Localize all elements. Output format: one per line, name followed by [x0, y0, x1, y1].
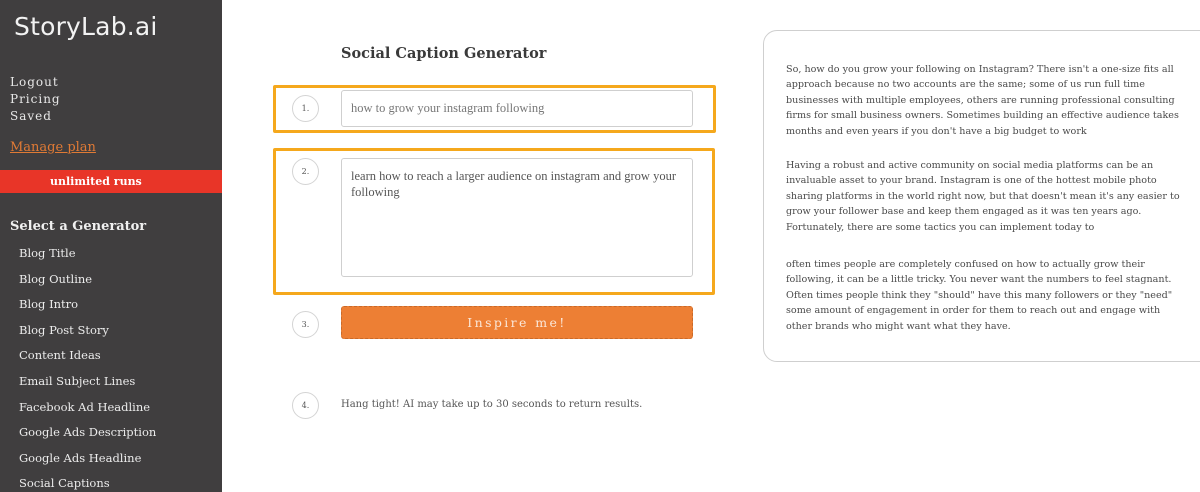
page-title: Social Caption Generator [341, 45, 547, 62]
sidebar-item-google-ads-headline[interactable]: Google Ads Headline [19, 450, 142, 465]
sidebar-item-social-captions[interactable]: Social Captions [19, 476, 110, 491]
topic-input[interactable] [341, 90, 693, 127]
sidebar-item-google-ads-description[interactable]: Google Ads Description [19, 425, 157, 440]
inspire-me-button[interactable]: Inspire me! [341, 306, 693, 339]
account-links [10, 74, 61, 125]
result-paragraph: often times people are completely confused on how to actually grow their following, it can be a little tricky. You never want the numbers to feel stagnant. Often times people think they "should" have this many followers or they "need" some amount of engagement in order for them to reach out and engage with other brands who might want what they have. [786, 259, 1173, 332]
step-2-marker: 2. [292, 158, 319, 185]
results-panel [763, 30, 1200, 362]
sidebar-item-email-subject-lines[interactable]: Email Subject Lines [19, 373, 136, 388]
step-4-marker: 4. [292, 392, 319, 419]
result-paragraph: So, how do you grow your following on Instagram? There isn't a one-size fits all approach because no two accounts are the same; some of us run full time businesses with multiple employees, others are running professional consulting firms for small business owners. Sometimes building an effective audience takes months and even years if you don't have a big budget to work [786, 64, 1179, 137]
step-3-marker: 3. [292, 311, 319, 338]
generator-heading: Select a Generator [10, 219, 147, 234]
storylab-logo[interactable]: StoryLab.ai [14, 12, 158, 41]
sidebar [0, 0, 222, 492]
runs-badge: unlimited runs [0, 170, 222, 193]
sidebar-item-blog-post-story[interactable]: Blog Post Story [19, 322, 109, 337]
sidebar-item-facebook-ad-headline[interactable]: Facebook Ad Headline [19, 399, 151, 414]
wait-message: Hang tight! AI may take up to 30 seconds to return results. [341, 399, 643, 410]
logout-link[interactable]: Logout [10, 75, 59, 89]
step-1-marker: 1. [292, 95, 319, 122]
sidebar-item-content-ideas[interactable]: Content Ideas [19, 348, 101, 363]
generator-list [19, 241, 156, 492]
result-paragraph: Having a robust and active community on social media platforms can be an invaluable asset to your brand. Instagram is one of the hottest mobile photo sharing platforms in the world right now, but that doesn't mean it's any easier to grow your follower base and keep them engaged as it was ten years ago. Fortunately, there are some tactics you can implement today to [786, 160, 1180, 233]
saved-link[interactable]: Saved [10, 109, 52, 123]
pricing-link[interactable]: Pricing [10, 92, 61, 106]
manage-plan-link[interactable]: Manage plan [10, 140, 96, 155]
description-textarea[interactable] [341, 158, 693, 277]
sidebar-item-blog-title[interactable]: Blog Title [19, 246, 76, 260]
sidebar-item-blog-outline[interactable]: Blog Outline [19, 271, 93, 286]
sidebar-item-blog-intro[interactable]: Blog Intro [19, 297, 79, 312]
